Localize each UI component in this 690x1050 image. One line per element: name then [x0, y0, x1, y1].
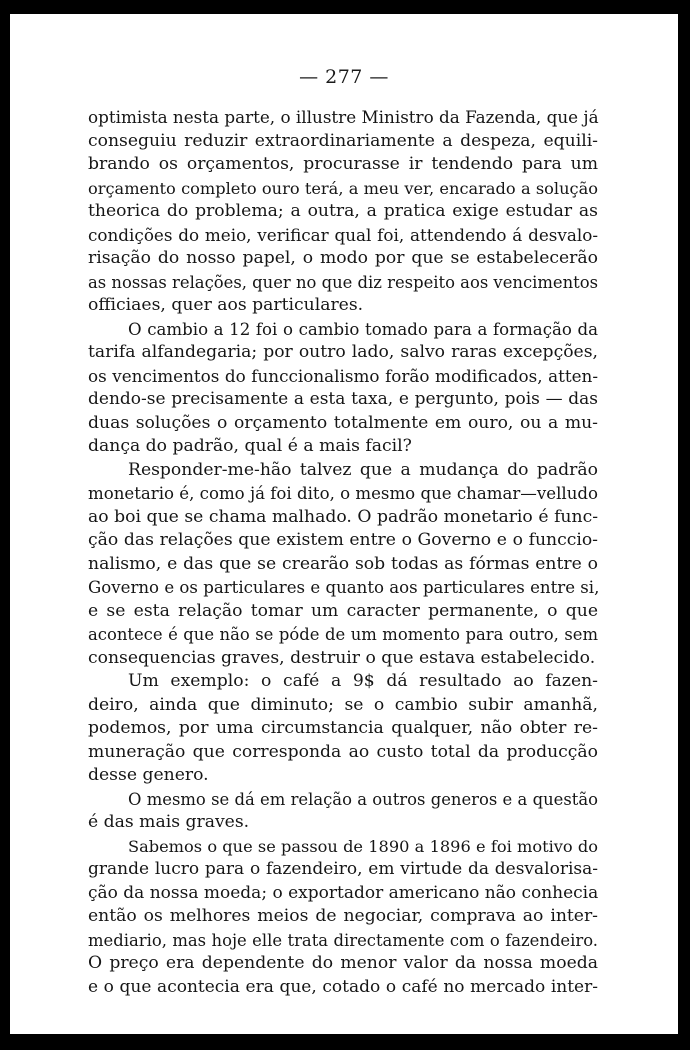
text-line: ção da nossa moeda; o exportador americano não conhecia [88, 882, 599, 903]
page [10, 14, 678, 1034]
text-line: conseguiu reduzir extraordinariamente a despeza, equili- [88, 130, 598, 151]
text-line: grande lucro para o fazendeiro, em virtude da desvalorisa- [88, 859, 598, 879]
text-line: deiro, ainda que diminuto; se o cambio subir amanhã, [88, 694, 598, 715]
text-line: officiaes, quer aos particulares. [88, 295, 364, 315]
text-line: orçamento completo ouro terá, a meu ver, encarado a solução [88, 178, 598, 198]
text-line: desse genero. [88, 765, 209, 785]
text-line: Responder-me-hão talvez que a mudança do padrão [128, 459, 598, 480]
text-line: ção das relações que existem entre o Governo e o funccio- [88, 530, 598, 550]
text-line: O mesmo se dá em relação a outros generos e a questão [128, 789, 598, 809]
text-line: então os melhores meios de negociar, comprava ao inter- [88, 906, 598, 926]
text-line: ao boi que se chama malhado. O padrão monetario é func- [88, 506, 598, 527]
text-line: e se esta relação tomar um caracter permanente, o que [88, 600, 598, 621]
text-line: risação do nosso papel, o modo por que se estabelecerão [88, 248, 598, 268]
text-line: monetario é, como já foi dito, o mesmo que chamar—velludo [88, 484, 598, 503]
text-line: consequencias graves, destruir o que estava estabelecido. [88, 647, 596, 668]
text-line: mediario, mas hoje elle trata directamente com o fazendeiro. [88, 930, 598, 950]
text-line: theorica do problema; a outra, a pratica exige estudar as [88, 201, 598, 221]
text-line: brando os orçamentos, procurasse ir tendendo para um [88, 154, 598, 174]
text-line: tarifa alfandegaria; por outro lado, salvo raras excepções, [88, 342, 598, 362]
text-line: as nossas relações, quer no que diz respeito aos vencimentos [88, 272, 599, 292]
text-line: nalismo, e das que se crearão sob todas as fórmas entre o [88, 553, 598, 574]
text-line: O cambio a 12 foi o cambio tomado para a formação da [128, 319, 598, 339]
text-line: condições do meio, verificar qual foi, attendendo á desvalo- [88, 224, 598, 245]
text-line: dança do padrão, qual é a mais facil? [88, 436, 412, 456]
text-line: e o que acontecia era que, cotado o café no mercado inter- [88, 976, 598, 997]
text-line: duas soluções o orçamento totalmente em ouro, ou a mu- [88, 412, 598, 433]
text-line: acontece é que não se póde de um momento para outro, sem [88, 625, 598, 644]
text-line: optimista nesta parte, o illustre Ministro da Fazenda, que já [88, 107, 599, 127]
text-line: muneração que corresponda ao custo total da producção [88, 741, 598, 762]
text-line: Sabemos o que se passou de 1890 a 1896 e foi motivo do [128, 836, 598, 856]
text-line: é das mais graves. [88, 812, 250, 832]
body-text [88, 106, 598, 999]
text-line: podemos, por uma circumstancia qualquer, não obter re- [88, 718, 598, 738]
text-line: O preço era dependente do menor valor da nossa moeda [88, 953, 598, 973]
text-line: Um exemplo: o café a 9$ dá resultado ao fazen- [128, 671, 598, 691]
text-line: dendo-se precisamente a esta taxa, e pergunto, pois — das [88, 389, 598, 409]
text-line: Governo e os particulares e quanto aos particulares entre si, [88, 578, 600, 597]
text-line: os vencimentos do funccionalismo forão modificados, atten- [88, 365, 598, 386]
page-number: — 277 — [299, 66, 389, 88]
